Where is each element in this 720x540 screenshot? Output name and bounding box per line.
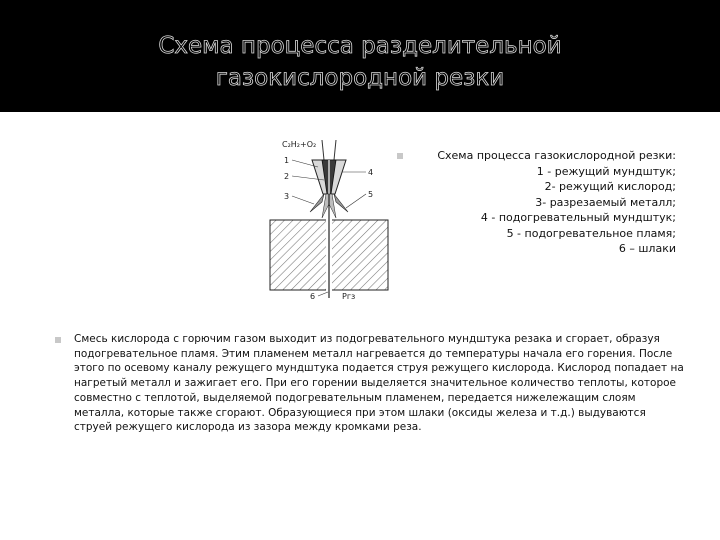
gas-line-right [334,140,336,160]
caption-line: 5 - подогревательное пламя; [506,226,676,240]
label-4: 4 [368,168,374,177]
label-2: 2 [284,172,290,181]
caption-line: 2- режущий кислород; [544,180,676,193]
caption-line: 4 - подогревательный мундштук; [480,211,676,224]
caption-line: 6 – шлаки [618,242,676,255]
label-5: 5 [368,190,374,199]
caption-line: Схема процесса газокислородной резки: [437,149,676,162]
label-6: 6 [310,292,316,301]
cutting-process-diagram [262,132,392,302]
paragraph-bullet [55,337,61,343]
heating-flame-right [334,194,348,212]
label-1: 1 [284,156,290,165]
gas-line-left [322,140,324,160]
caption-line: 3- разрезаемый металл; [535,195,676,209]
label-3: 3 [284,192,290,201]
slide-title-line-1: Схема процесса разделительной [158,33,562,59]
gas-formula-label: C₂H₂+O₂ [282,140,317,149]
caption-line: 1 - режущий мундштук; [536,164,676,178]
label-pgz: Pгз [342,292,356,301]
diagram-caption [400,148,676,257]
slide-title [0,30,720,94]
slide-title-line-2: газокислородной резки [215,65,505,91]
process-description: Смесь кислорода с горючим газом выходит из подогревательного мундштука резака и сгорает, образуя подогревательное пламя. Этим пламенем металл нагревается до температуры начала его горения. После этого по осевому каналу режущего мундштука подается струя режущего кислорода. Кислород попадает на нагретый металл и зажигает его. При его горении выделяется значительное количество теплоты, которое совместно с теплотой, выделяемой подогревательным пламенем, передается нижележащим слоям металла, которые также сгорают. Образующиеся при этом шлаки (оксиды железа и т.д.) выдуваются струей режущего кислорода из зазора между кромками реза. [74,333,684,434]
